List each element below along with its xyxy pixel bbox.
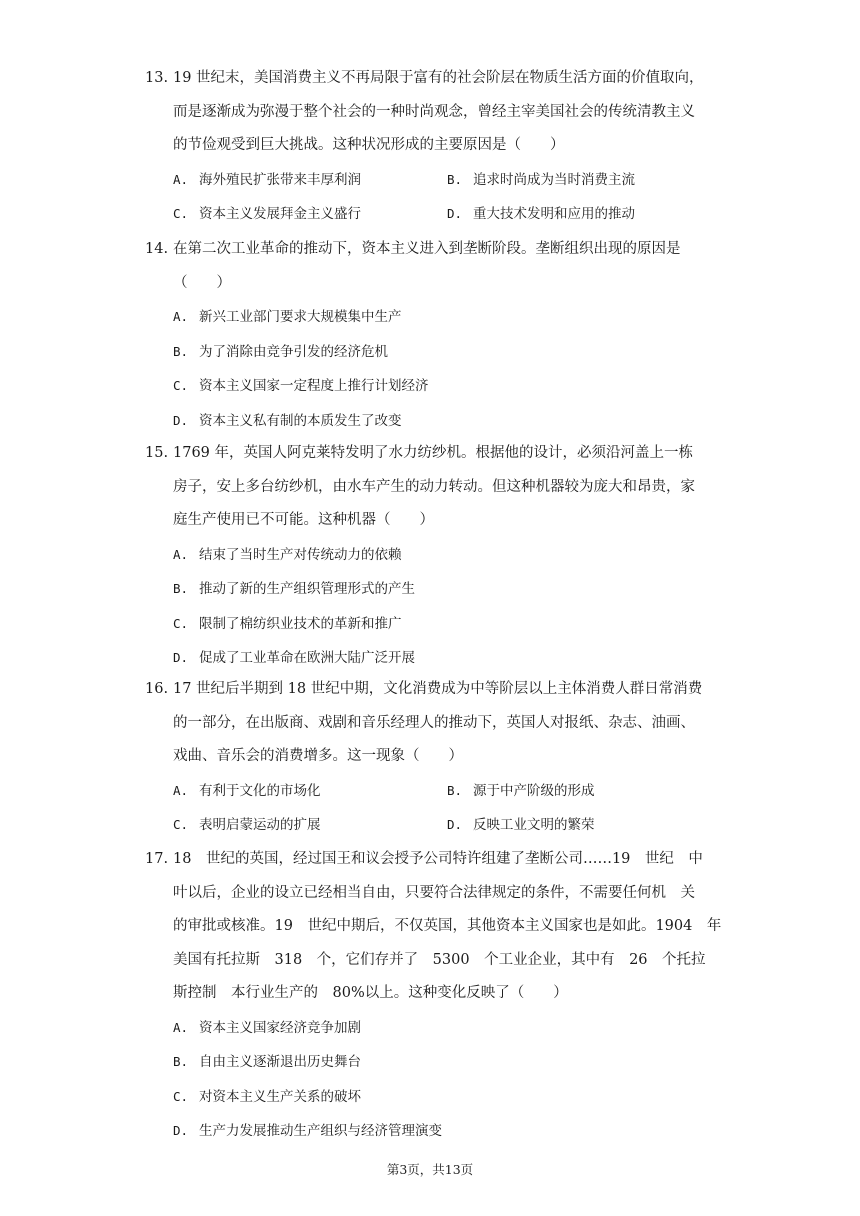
option-a: A. 资本主义国家经济竞争加剧: [173, 1019, 361, 1036]
option-d: D. 资本主义私有制的本质发生了改变: [173, 412, 402, 429]
option-a: A. 新兴工业部门要求大规模集中生产: [173, 309, 402, 325]
question-stem-line: 叶以后，企业的设立已经相当自由，只要符合法律规定的条件，不需要任何机 关: [173, 884, 695, 901]
option-c: C. 对资本主义生产关系的破坏: [173, 1088, 361, 1105]
option-a: A. 结束了当时生产对传统动力的依赖: [173, 546, 402, 563]
question-number: 15.: [145, 445, 169, 461]
options: [145, 163, 725, 232]
option-b: B. 为了消除由竞争引发的经济危机: [173, 343, 388, 360]
question-14: [145, 233, 725, 438]
question-stem-line: 美国有托拉斯 318 个，它们存并了 5300 个工业企业，其中有 26 个托拉: [173, 951, 706, 968]
option-a: A. 有利于文化的市场化: [173, 782, 321, 799]
option-d: D. 重大技术发明和应用的推动: [447, 206, 635, 222]
question-number: 13.: [145, 70, 169, 86]
question-stem-line: 17. 18 世纪的英国，经过国王和议会授予公司特许组建了垄断公司……19 世纪 中: [145, 843, 725, 877]
question-stem-line: 房子，安上多台纺纱机，由水车产生的动力转动。但这种机器较为庞大和昂贵，家: [173, 478, 695, 495]
option-d: D. 生产力发展推动生产组织与经济管理演变: [173, 1123, 442, 1139]
option-c: C. 表明启蒙运动的扩展: [173, 817, 321, 833]
question-stem-line: 的审批或核准。19 世纪中期后，不仅英国，其他资本主义国家也是如此。1904 年: [173, 918, 722, 934]
option-d: D. 促成了工业革命在欧洲大陆广泛开展: [173, 650, 415, 666]
options: [145, 300, 725, 438]
option-b: B. 追求时尚成为当时消费主流: [447, 171, 635, 188]
question-stem-line: 14. 在第二次工业革命的推动下，资本主义进入到垄断阶段。垄断组织出现的原因是: [145, 233, 725, 267]
question-number: 14.: [145, 241, 169, 257]
option-b: B. 自由主义逐渐退出历史舞台: [173, 1054, 361, 1070]
question-17: [145, 843, 725, 1149]
question-stem-line: 15. 1769 年，英国人阿克莱特发明了水力纺纱机。根据他的设计，必须沿河盖上一栋: [145, 437, 725, 471]
question-stem-line: 而是逐渐成为弥漫于整个社会的一种时尚观念，曾经主宰美国社会的传统清教主义: [173, 103, 695, 120]
question-number: 16.: [145, 681, 169, 697]
question-stem-line: 戏曲、音乐会的消费增多。这一现象（ ）: [173, 748, 463, 764]
option-a: A. 海外殖民扩张带来丰厚利润: [173, 171, 361, 188]
options: [145, 538, 725, 676]
question-stem-line: 庭生产使用已不可能。这种机器（ ）: [173, 512, 434, 528]
page-footer: 第3页，共13页: [386, 1162, 474, 1177]
option-c: C. 资本主义发展拜金主义盛行: [173, 206, 361, 222]
question-stem-line: 13. 19 世纪末，美国消费主义不再局限于富有的社会阶层在物质生活方面的价值取向，: [145, 62, 725, 96]
option-c: C. 资本主义国家一定程度上推行计划经济: [173, 378, 429, 394]
option-b: B. 源于中产阶级的形成: [447, 782, 595, 799]
question-stem-line: 的一部分，在出版商、戏剧和音乐经理人的推动下，英国人对报纸、杂志、油画、: [173, 714, 695, 731]
question-stem-line: 16. 17 世纪后半期到 18 世纪中期，文化消费成为中等阶层以上主体消费人群日常消费: [145, 673, 725, 707]
options: [145, 774, 725, 843]
question-stem-line: 斯控制 本行业生产的 80%以上。这种变化反映了（ ）: [173, 985, 568, 1001]
question-number: 17.: [145, 851, 169, 867]
question-13: [145, 62, 725, 232]
question-stem-line: （ ）: [173, 274, 231, 291]
option-b: B. 推动了新的生产组织管理形式的产生: [173, 581, 415, 597]
option-c: C. 限制了棉纺织业技术的革新和推广: [173, 615, 402, 632]
option-d: D. 反映工业文明的繁荣: [447, 817, 595, 833]
options: [145, 1011, 725, 1149]
question-16: [145, 673, 725, 843]
question-stem-line: 的节俭观受到巨大挑战。这种状况形成的主要原因是（ ）: [173, 137, 565, 153]
question-15: [145, 437, 725, 676]
